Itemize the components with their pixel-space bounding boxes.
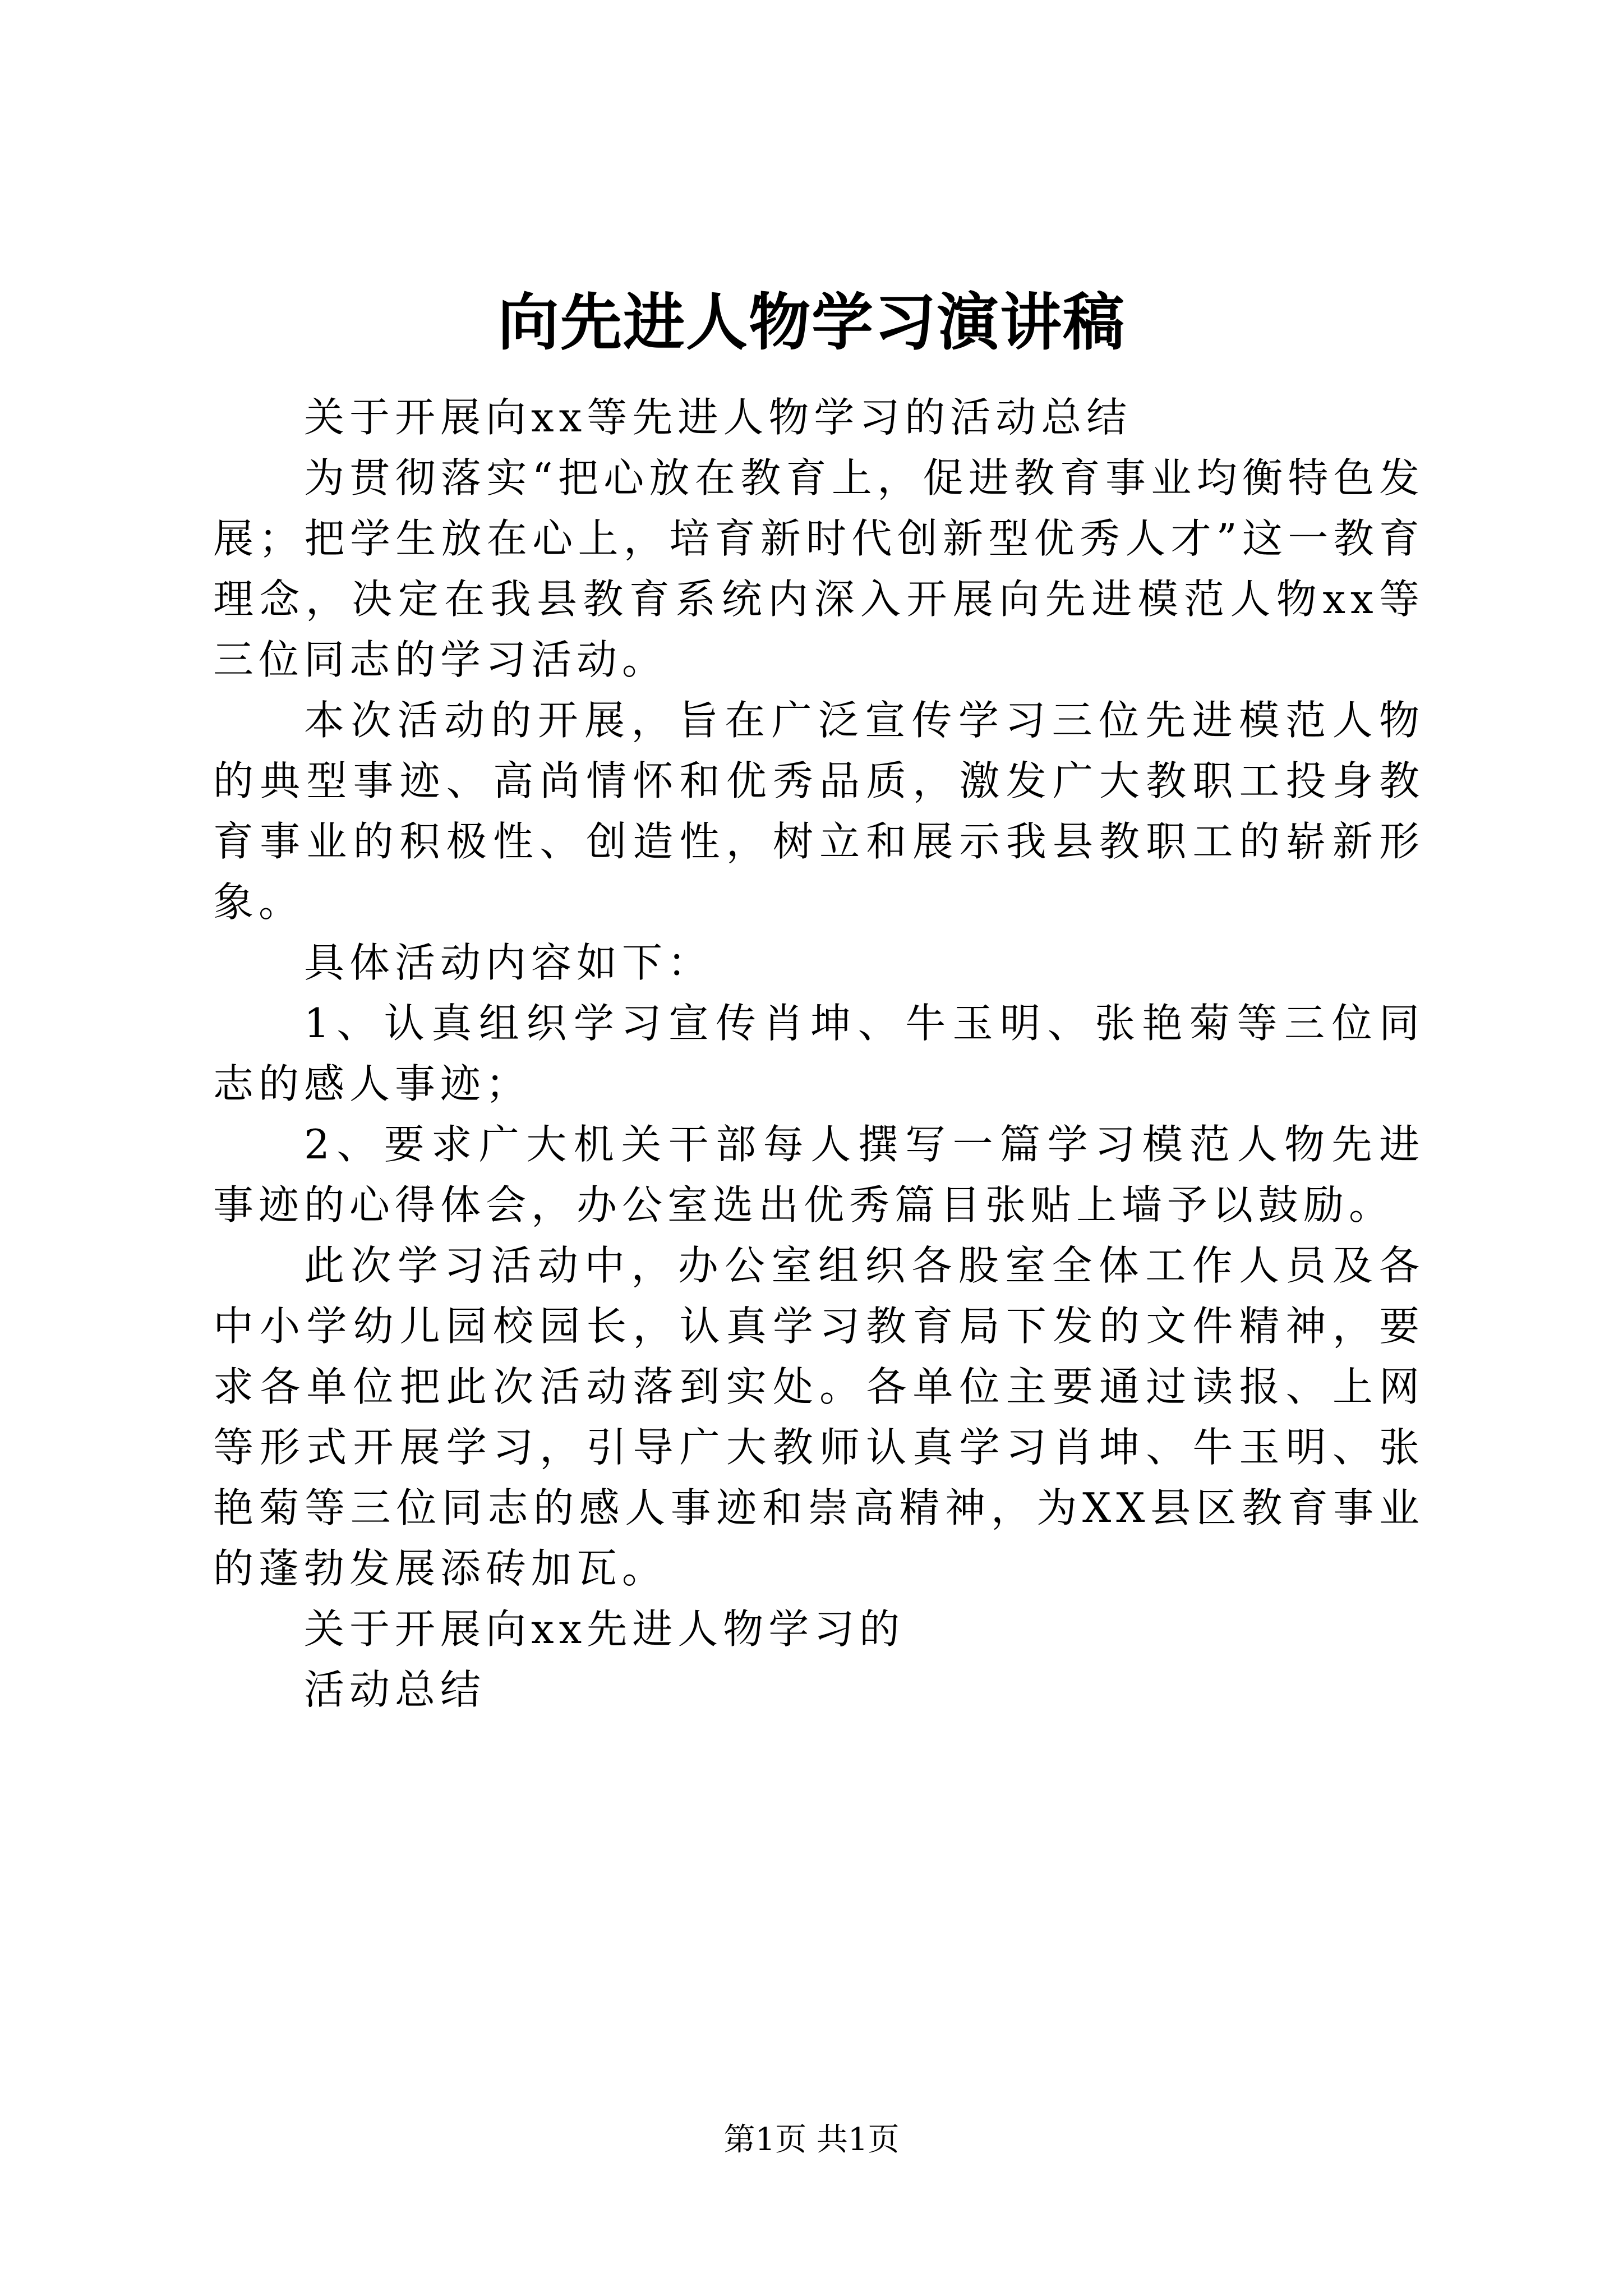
document-title: 向先进人物学习演讲稿 xyxy=(497,286,1126,358)
paragraph-item-1: 1、认真组织学习宣传肖坤、牛玉明、张艳菊等三位同志的感人事迹； xyxy=(213,1000,1424,1107)
paragraph-closing-title-1: 关于开展向xx先进人物学习的 xyxy=(304,1605,905,1653)
paragraph-item-2: 2、要求广大机关干部每人撰写一篇学习模范人物先进事迹的心得体会，办公室选出优秀篇目张贴上墙予以鼓励。 xyxy=(213,1121,1424,1228)
paragraph-purpose: 本次活动的开展，旨在广泛宣传学习三位先进模范人物的典型事迹、高尚情怀和优秀品质，激发广大教职工投身教育事业的积极性、创造性，树立和展示我县教职工的崭新形象。 xyxy=(213,697,1424,926)
document-body xyxy=(213,387,1424,1720)
paragraph-intro: 为贯彻落实“把心放在教育上，促进教育事业均衡特色发展；把学生放在心上，培育新时代创新型优秀人才”这一教育理念，决定在我县教育系统内深入开展向先进模范人物xx等三位同志的学习活动。 xyxy=(213,454,1424,683)
paragraph-summary: 此次学习活动中，办公室组织各股室全体工作人员及各中小学幼儿园校园长，认真学习教育局下发的文件精神，要求各单位把此次活动落到实处。各单位主要通过读报、上网等形式开展学习，引导广大教师认真学习肖坤、牛玉明、张艳菊等三位同志的感人事迹和崇高精神，为XX县区教育事业的蓬勃发展添砖加瓦。 xyxy=(213,1242,1424,1592)
paragraph-closing-title-2: 活动总结 xyxy=(304,1666,486,1713)
paragraph-content-heading: 具体活动内容如下： xyxy=(304,939,713,986)
paragraph-subtitle: 关于开展向xx等先进人物学习的活动总结 xyxy=(304,394,1132,441)
page-footer: 第1页 共1页 xyxy=(723,2122,900,2158)
